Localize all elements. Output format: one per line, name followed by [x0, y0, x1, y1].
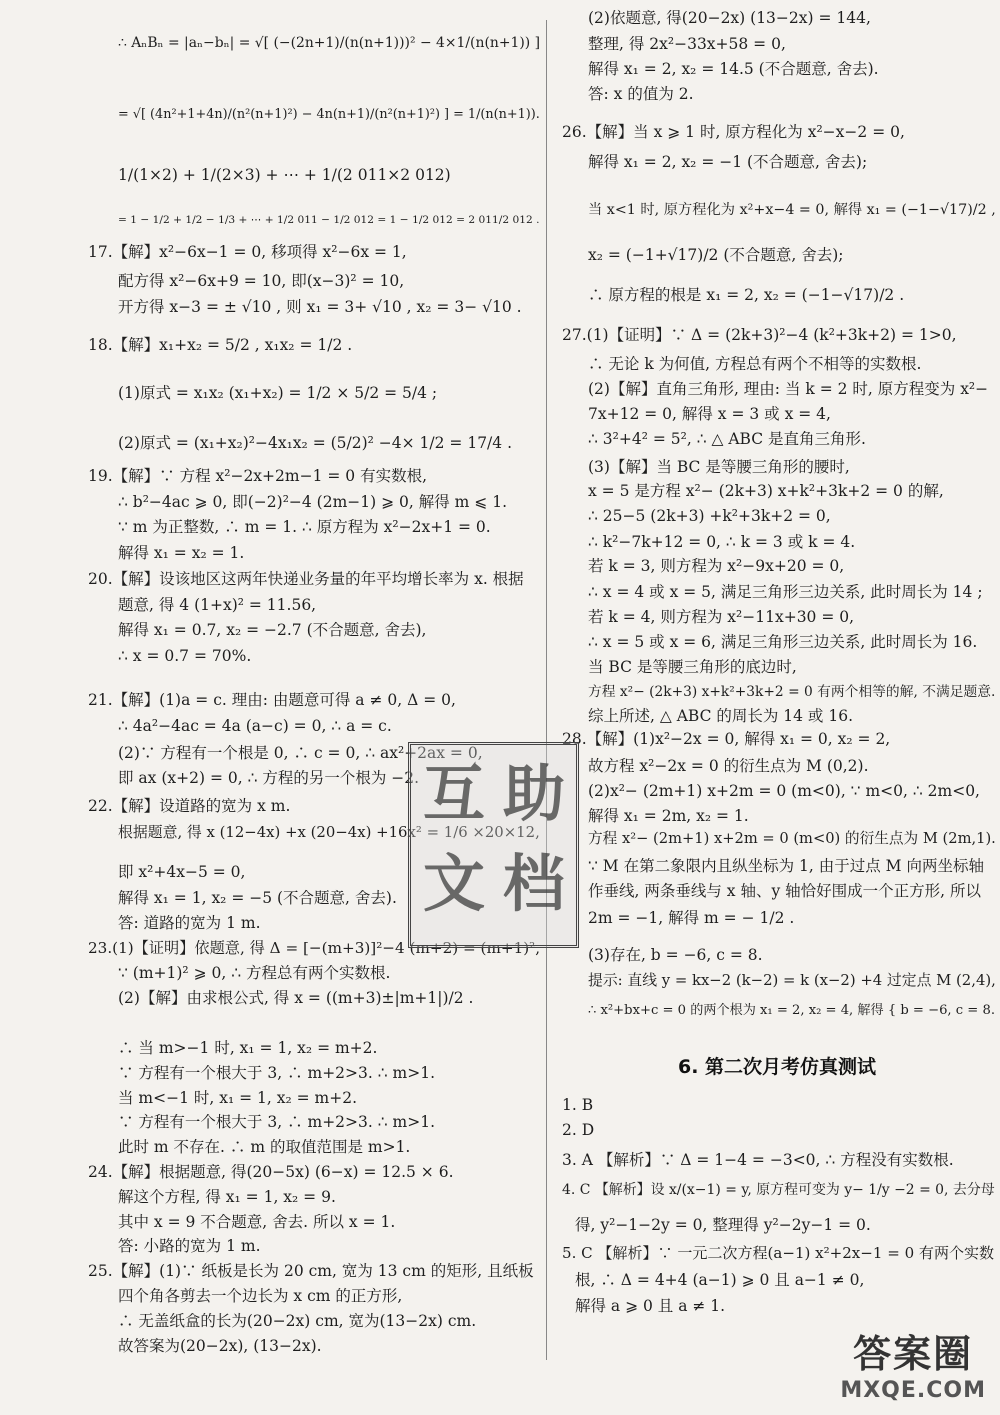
solution-line: 方程 x²− (2k+3) x+k²+3k+2 = 0 有两个相等的解, 不满足题意.	[588, 684, 996, 700]
solution-line: 解得 x₁ = 2, x₂ = 14.5 (不合题意, 舍去).	[588, 60, 879, 78]
solution-line: ∴ b²−4ac ⩾ 0, 即(−2)²−4 (2m−1) ⩾ 0, 解得 m ⩽ 1.	[118, 493, 507, 511]
watermark-char: 文	[423, 847, 486, 920]
solution-line: = √[ (4n²+1+4n)/(n²(n+1)²) − 4n(n+1)/(n²(n+1)²) ] = 1/(n(n+1)).	[118, 107, 540, 122]
answer-line: 1. B	[562, 1096, 594, 1114]
solution-line: 故方程 x²−2x = 0 的衍生点为 M (0,2).	[588, 757, 869, 775]
solution-line: 题意, 得 4 (1+x)² = 11.56,	[118, 596, 317, 614]
solution-line: 即 x²+4x−5 = 0,	[118, 863, 246, 881]
solution-line: x = 5 是方程 x²− (2k+3) x+k²+3k+2 = 0 的解,	[588, 482, 944, 500]
solution-line: ∴ 原方程的根是 x₁ = 2, x₂ = (−1−√17)/2 .	[588, 286, 905, 304]
solution-line: 26.【解】当 x ⩾ 1 时, 原方程化为 x²−x−2 = 0,	[562, 123, 905, 141]
solution-line: ∴ 无论 k 为何值, 方程总有两个不相等的实数根.	[588, 355, 922, 373]
solution-line: ∴ x = 4 或 x = 5, 满足三角形三边关系, 此时周长为 14 ;	[588, 583, 983, 601]
solution-line: ∴ 当 m>−1 时, x₁ = 1, x₂ = m+2.	[118, 1039, 378, 1057]
solution-line: ∴ x²+bx+c = 0 的两个根为 x₁ = 2, x₂ = 4, 解得 { b = −6, c = 8.	[588, 1003, 995, 1018]
solution-line: 28.【解】(1)x²−2x = 0, 解得 x₁ = 0, x₂ = 2,	[562, 730, 891, 748]
solution-line: (2)【解】由求根公式, 得 x = ((m+3)±|m+1|)/2 .	[118, 989, 474, 1007]
solution-line: (2)∵ 方程有一个根是 0, ∴ c = 0, ∴ ax²+2ax = 0,	[118, 744, 483, 762]
solution-line: 当 BC 是等腰三角形的底边时,	[588, 658, 797, 676]
logo-url: MXQE.COM	[840, 1378, 986, 1403]
answer-line: 解得 a ⩾ 0 且 a ≠ 1.	[575, 1297, 726, 1315]
section-title: 6. 第二次月考仿真测试	[678, 1056, 877, 1078]
answer-line: 2. D	[562, 1121, 595, 1139]
solution-line: 21.【解】(1)a = c. 理由: 由题意可得 a ≠ 0, Δ = 0,	[88, 691, 456, 709]
solution-line: (3)存在, b = −6, c = 8.	[588, 946, 763, 964]
answer-line: 4. C 【解析】设 x/(x−1) = y, 原方程可变为 y− 1/y −2 = 0, 去分母	[562, 1182, 995, 1198]
solution-line: 整理, 得 2x²−33x+58 = 0,	[588, 35, 786, 53]
solution-line: (2)原式 = (x₁+x₂)²−4x₁x₂ = (5/2)² −4× 1/2 = 17/4 .	[118, 434, 512, 452]
solution-line: ∴ 4a²−4ac = 4a (a−c) = 0, ∴ a = c.	[118, 717, 392, 735]
solution-line: 当 m<−1 时, x₁ = 1, x₂ = m+2.	[118, 1089, 358, 1107]
solution-line: 解得 x₁ = 2m, x₂ = 1.	[588, 807, 749, 825]
answer-line: 根, ∴ Δ = 4+4 (a−1) ⩾ 0 且 a−1 ≠ 0,	[575, 1271, 865, 1289]
solution-line: (2)【解】直角三角形, 理由: 当 k = 2 时, 原方程变为 x²−	[588, 380, 989, 398]
solution-line: 答: 道路的宽为 1 m.	[118, 914, 261, 932]
solution-line: 1/(1×2) + 1/(2×3) + ⋯ + 1/(2 011×2 012)	[118, 166, 451, 184]
solution-line: 综上所述, △ ABC 的周长为 14 或 16.	[588, 707, 854, 725]
solution-line: 7x+12 = 0, 解得 x = 3 或 x = 4,	[588, 405, 831, 423]
solution-line: 四个角各剪去一个边长为 x cm 的正方形,	[118, 1287, 403, 1305]
solution-line: 此时 m 不存在. ∴ m 的取值范围是 m>1.	[118, 1138, 411, 1156]
watermark-stamp	[408, 742, 579, 948]
column-divider	[546, 20, 547, 1360]
watermark-char: 助	[503, 757, 566, 830]
solution-line: 解得 x₁ = 2, x₂ = −1 (不合题意, 舍去);	[588, 153, 868, 171]
solution-line: (3)【解】当 BC 是等腰三角形的腰时,	[588, 458, 850, 476]
logo-text: 答案圈	[853, 1332, 974, 1376]
solution-line: 故答案为(20−2x), (13−2x).	[118, 1337, 322, 1355]
solution-line: ∴ AₙBₙ = |aₙ−bₙ| = √[ (−(2n+1)/(n(n+1)))² − 4×1/(n(n+1)) ]	[118, 35, 541, 51]
solution-line: ∴ x = 0.7 = 70%.	[118, 647, 252, 665]
solution-line: 即 ax (x+2) = 0, ∴ 方程的另一个根为 −2.	[118, 769, 420, 787]
watermark-char: 档	[503, 847, 566, 920]
solution-line: 23.(1)【证明】依题意, 得 Δ = [−(m+3)]²−4 (m+2) = (m+1)²,	[88, 939, 541, 957]
solution-line: 答: 小路的宽为 1 m.	[118, 1237, 261, 1255]
solution-line: 24.【解】根据题意, 得(20−5x) (6−x) = 12.5 × 6.	[88, 1163, 454, 1181]
solution-line: x₂ = (−1+√17)/2 (不合题意, 舍去);	[588, 246, 844, 264]
solution-line: ∴ 25−5 (2k+3) +k²+3k+2 = 0,	[588, 507, 831, 525]
solution-line: 解得 x₁ = x₂ = 1.	[118, 544, 245, 562]
solution-line: 答: x 的值为 2.	[588, 85, 694, 103]
answer-line: 得, y²−1−2y = 0, 整理得 y²−2y−1 = 0.	[575, 1216, 871, 1234]
solution-line: 若 k = 4, 则方程为 x²−11x+30 = 0,	[588, 608, 855, 626]
solution-line: 若 k = 3, 则方程为 x²−9x+20 = 0,	[588, 557, 845, 575]
solution-line: 解得 x₁ = 0.7, x₂ = −2.7 (不合题意, 舍去),	[118, 621, 427, 639]
solution-line: ∵ m 为正整数, ∴ m = 1. ∴ 原方程为 x²−2x+1 = 0.	[118, 518, 491, 536]
solution-line: 配方得 x²−6x+9 = 10, 即(x−3)² = 10,	[118, 272, 405, 290]
solution-line: 2m = −1, 解得 m = − 1/2 .	[588, 909, 795, 927]
solution-line: ∵ (m+1)² ⩾ 0, ∴ 方程总有两个实数根.	[118, 964, 391, 982]
solution-line: ∵ M 在第二象限内且纵坐标为 1, 由于过点 M 向两坐标轴	[588, 857, 984, 875]
solution-line: ∴ x = 5 或 x = 6, 满足三角形三边关系, 此时周长为 16.	[588, 633, 978, 651]
solution-line: ∴ 3²+4² = 5², ∴ △ ABC 是直角三角形.	[588, 430, 866, 448]
solution-line: 根据题意, 得 x (12−4x) +x (20−4x) +16x² = 1/6 ×20×12,	[118, 823, 540, 841]
solution-line: 20.【解】设该地区这两年快递业务量的年平均增长率为 x. 根据	[88, 570, 524, 588]
solution-line: ∴ k²−7k+12 = 0, ∴ k = 3 或 k = 4.	[588, 533, 856, 551]
answer-line: 3. A 【解析】∵ Δ = 1−4 = −3<0, ∴ 方程没有实数根.	[562, 1151, 954, 1169]
solution-line: 27.(1)【证明】∵ Δ = (2k+3)²−4 (k²+3k+2) = 1>0,	[562, 326, 957, 344]
solution-line: (2)依题意, 得(20−2x) (13−2x) = 144,	[588, 9, 871, 27]
solution-line: 开方得 x−3 = ± √10 , 则 x₁ = 3+ √10 , x₂ = 3− √10 .	[118, 298, 522, 316]
solution-line: ∵ 方程有一个根大于 3, ∴ m+2>3. ∴ m>1.	[118, 1064, 436, 1082]
solution-line: 22.【解】设道路的宽为 x m.	[88, 797, 291, 815]
solution-line: 17.【解】x²−6x−1 = 0, 移项得 x²−6x = 1,	[88, 243, 407, 261]
solution-line: 解这个方程, 得 x₁ = 1, x₂ = 9.	[118, 1188, 336, 1206]
site-logo	[840, 1323, 986, 1403]
solution-line: 其中 x = 9 不合题意, 舍去. 所以 x = 1.	[118, 1213, 396, 1231]
solution-line: 18.【解】x₁+x₂ = 5/2 , x₁x₂ = 1/2 .	[88, 336, 353, 354]
solution-line: ∴ 无盖纸盒的长为(20−2x) cm, 宽为(13−2x) cm.	[118, 1312, 477, 1330]
solution-line: 作垂线, 两条垂线与 x 轴、y 轴恰好围成一个正方形, 所以	[588, 882, 981, 900]
solution-line: (1)原式 = x₁x₂ (x₁+x₂) = 1/2 × 5/2 = 5/4 ;	[118, 384, 438, 402]
solution-line: 方程 x²− (2m+1) x+2m = 0 (m<0) 的衍生点为 M (2m,1).	[588, 830, 996, 847]
solution-line: ∵ 方程有一个根大于 3, ∴ m+2>3. ∴ m>1.	[118, 1113, 436, 1131]
solution-line: 25.【解】(1)∵ 纸板是长为 20 cm, 宽为 13 cm 的矩形, 且纸板	[88, 1262, 534, 1280]
solution-line: 19.【解】∵ 方程 x²−2x+2m−1 = 0 有实数根,	[88, 467, 428, 485]
answer-line: 5. C 【解析】∵ 一元二次方程(a−1) x²+2x−1 = 0 有两个实数	[562, 1244, 995, 1262]
watermark-char: 互	[423, 757, 486, 830]
solution-line: 解得 x₁ = 1, x₂ = −5 (不合题意, 舍去).	[118, 889, 397, 907]
solution-line: 当 x<1 时, 原方程化为 x²+x−4 = 0, 解得 x₁ = (−1−√17)/2 ,	[588, 202, 996, 218]
solution-line: 提示: 直线 y = kx−2 (k−2) = k (x−2) +4 过定点 M (2,4),	[588, 972, 996, 989]
solution-line: = 1 − 1/2 + 1/2 − 1/3 + ⋯ + 1/2 011 − 1/2 012 = 1 − 1/2 012 = 2 011/2 012 .	[118, 213, 540, 226]
solution-line: (2)x²− (2m+1) x+2m = 0 (m<0), ∵ m<0, ∴ 2m<0,	[588, 782, 980, 800]
